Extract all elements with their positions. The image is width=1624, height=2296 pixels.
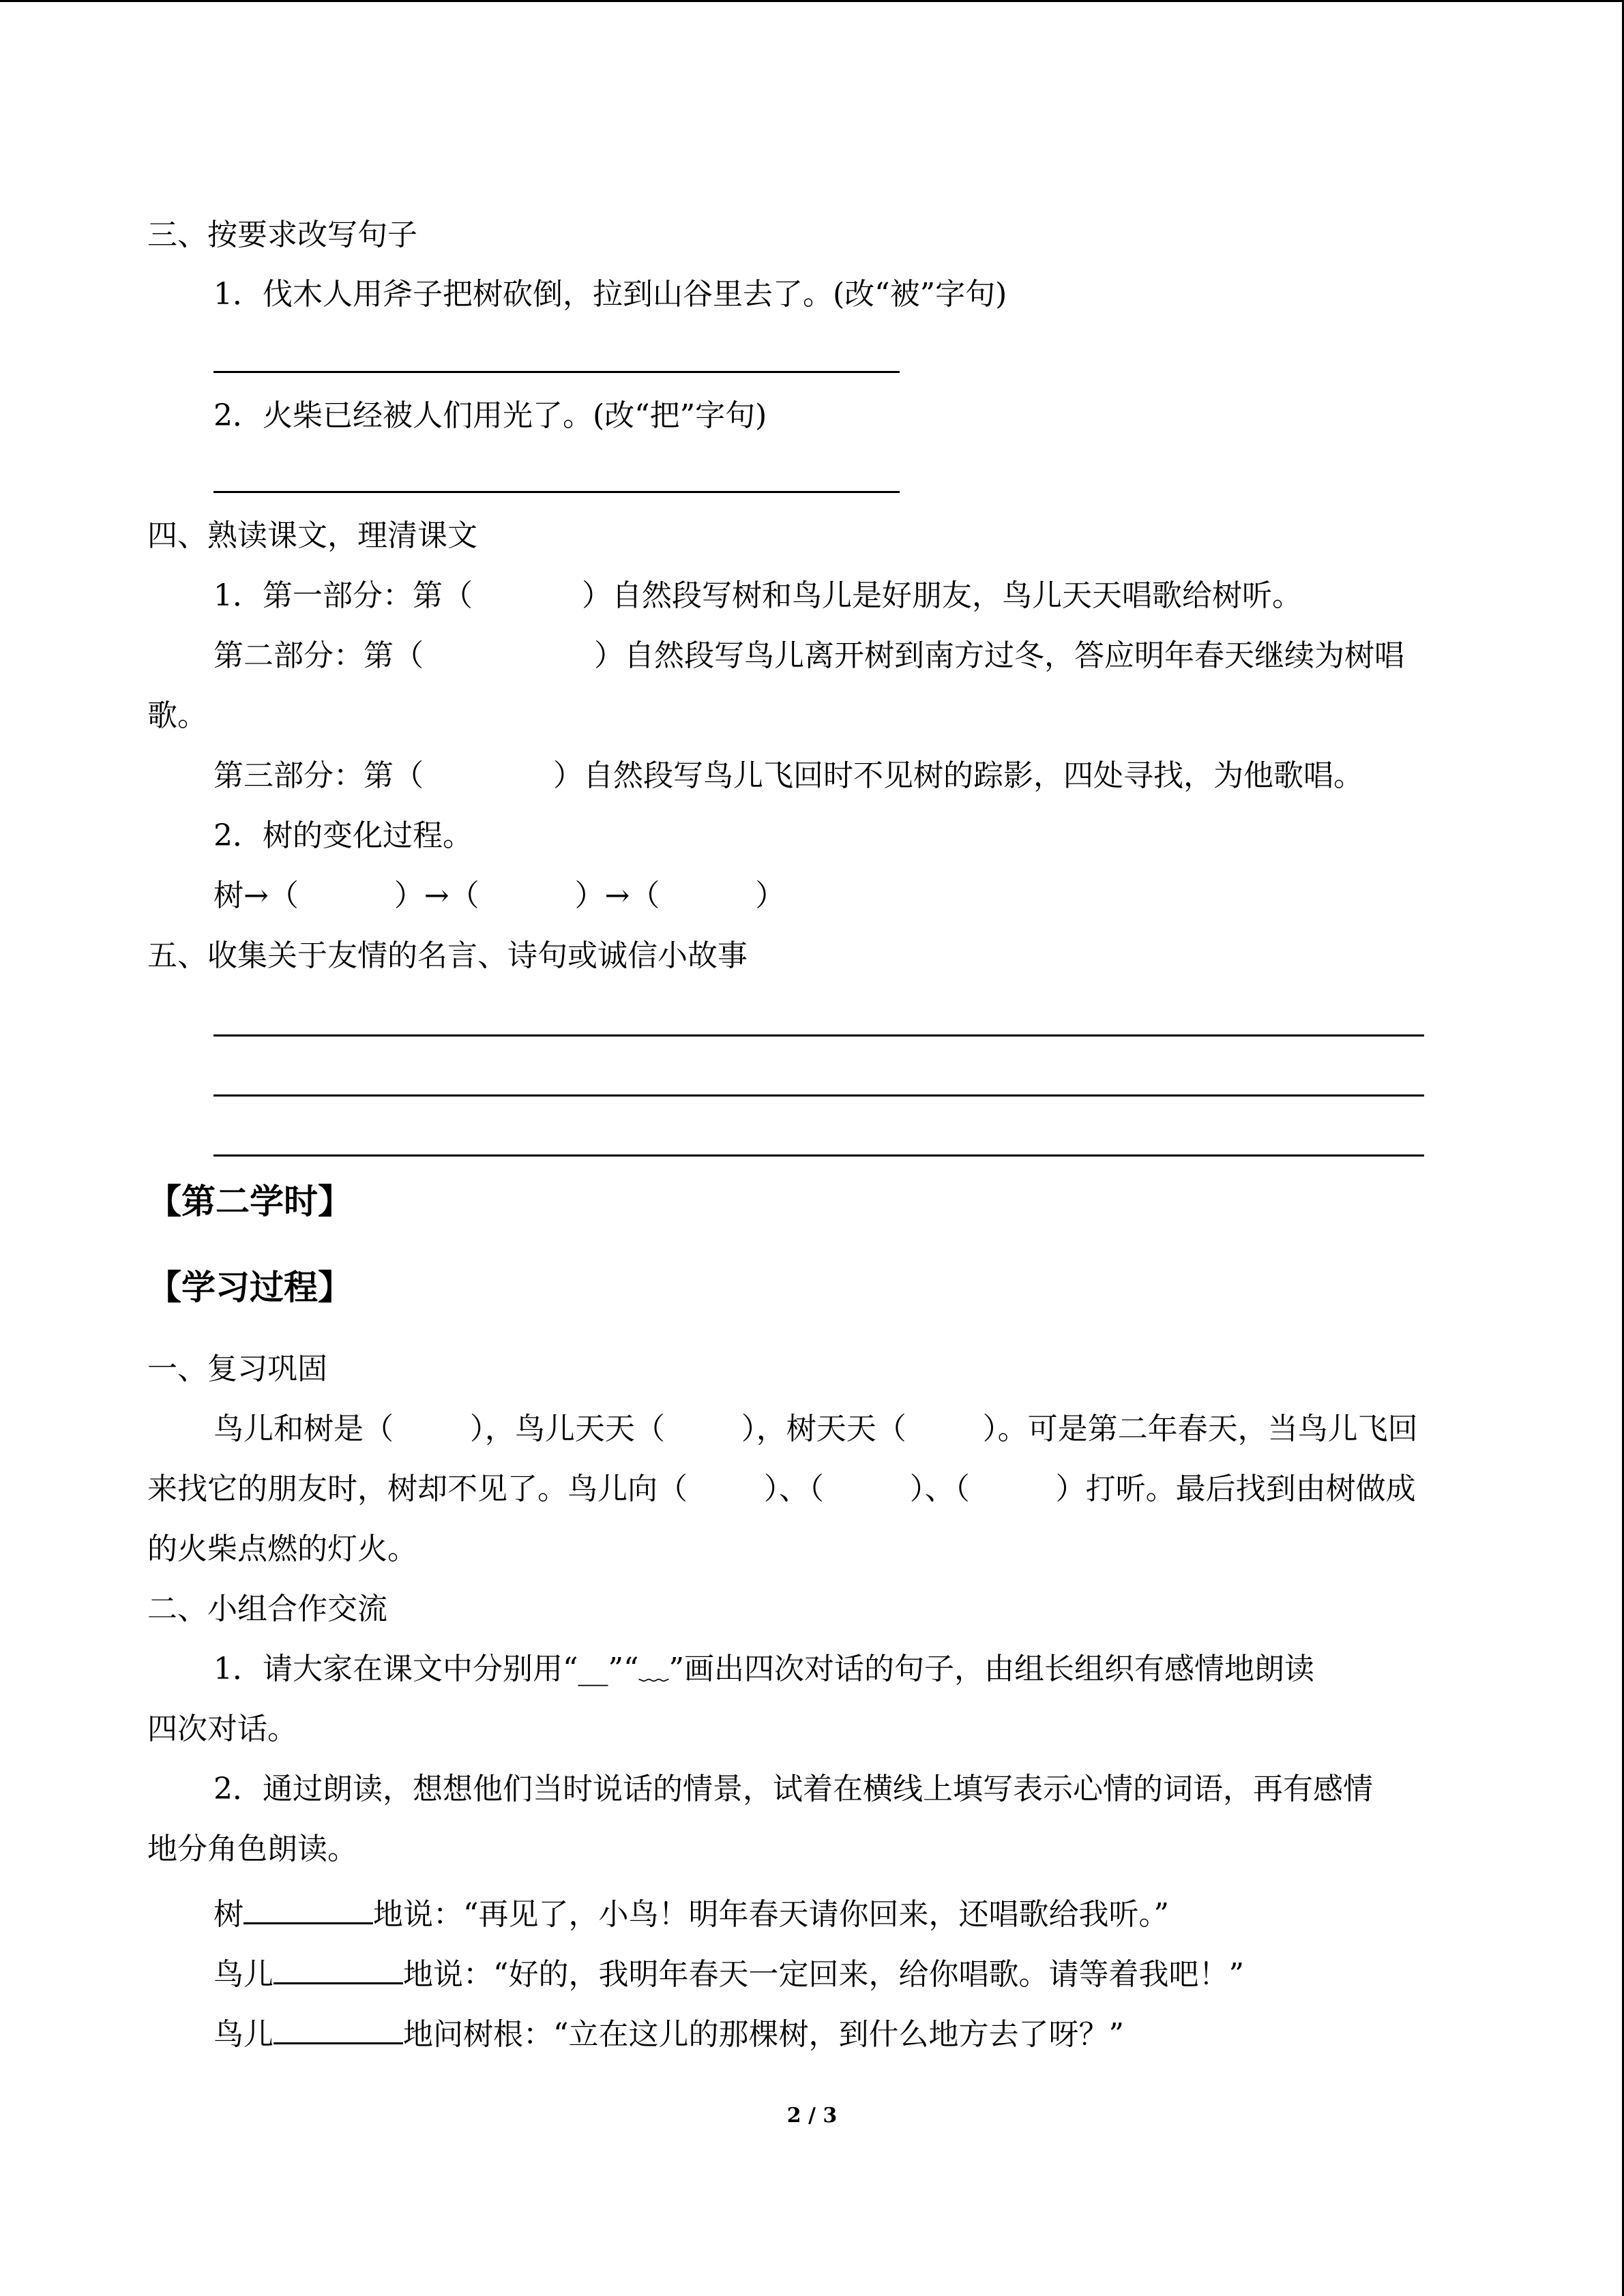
answer-line-3-2 xyxy=(213,491,900,493)
section-4-part-2-cont: 歌。 xyxy=(147,698,207,733)
dialogue-3-blank xyxy=(274,2011,403,2044)
section-4-part-2 xyxy=(213,638,1404,674)
part-2-suffix: ）自然段写鸟儿离开树到南方过冬，答应明年春天继续为树唱 xyxy=(594,638,1404,673)
dialogue-3-speaker: 鸟儿 xyxy=(213,2017,274,2052)
answer-line-5-2 xyxy=(213,1094,1424,1097)
review-line-3: 的火柴点燃的灯火。 xyxy=(147,1532,417,1566)
dialogue-2-blank xyxy=(274,1951,403,1984)
review-line-1: 鸟儿和树是（ ），鸟儿天天（ ），树天天（ ）。可是第二年春天，当鸟儿飞回 xyxy=(213,1412,1418,1446)
group-question-2-line-1: 2．通过朗读，想想他们当时说话的情景，试着在横线上填写表示心情的词语，再有感情 xyxy=(213,1772,1373,1806)
page-border-top xyxy=(0,0,1624,2)
answer-line-3-1 xyxy=(213,371,900,373)
section-3-question-1: 1．伐木人用斧子把树砍倒，拉到山谷里去了。(改“被”字句) xyxy=(213,277,1007,312)
dialogue-3-text: 地问树根：“立在这儿的那棵树，到什么地方去了呀？” xyxy=(403,2017,1124,2052)
dialogue-2-speaker: 鸟儿 xyxy=(213,1957,274,1992)
review-title: 一、复习巩固 xyxy=(147,1352,327,1386)
group-title: 二、小组合作交流 xyxy=(147,1592,387,1626)
section-4-part-3 xyxy=(213,758,1363,794)
part-2-prefix: 第二部分：第（ xyxy=(213,638,424,673)
lesson-2-heading: 【第二学时】 xyxy=(147,1182,352,1221)
section-4-question-2: 2．树的变化过程。 xyxy=(213,818,473,853)
dialogue-1-speaker: 树 xyxy=(213,1897,243,1932)
group-question-1-line-2: 四次对话。 xyxy=(147,1712,297,1746)
dialogue-3 xyxy=(213,2011,1124,2053)
section-4-part-1 xyxy=(213,578,1302,614)
part-1-suffix: ）自然段写树和鸟儿是好朋友，鸟儿天天唱歌给树听。 xyxy=(582,578,1302,613)
group-question-2-line-2: 地分角色朗读。 xyxy=(147,1832,357,1866)
part-3-prefix: 第三部分：第（ xyxy=(213,758,424,793)
group-question-1-line-1: 1．请大家在课文中分别用“__”“﹏”画出四次对话的句子，由组长组织有感情地朗读 xyxy=(213,1652,1314,1686)
dialogue-2-text: 地说：“好的，我明年春天一定回来，给你唱歌。请等着我吧！” xyxy=(403,1957,1244,1992)
learning-process-heading: 【学习过程】 xyxy=(147,1268,352,1307)
section-3-title: 三、按要求改写句子 xyxy=(147,218,417,252)
dialogue-1 xyxy=(213,1891,1169,1933)
part-1-prefix: 1．第一部分：第（ xyxy=(213,578,473,613)
dialogue-2 xyxy=(213,1951,1244,1993)
section-3-question-2: 2．火柴已经被人们用光了。(改“把”字句) xyxy=(213,398,767,433)
answer-line-5-3 xyxy=(213,1154,1424,1157)
dialogue-1-blank xyxy=(243,1891,373,1924)
answer-line-5-1 xyxy=(213,1034,1424,1037)
part-3-suffix: ）自然段写鸟儿飞回时不见树的踪影，四处寻找，为他歌唱。 xyxy=(553,758,1363,793)
section-4-title: 四、熟读课文，理清课文 xyxy=(147,518,477,553)
dialogue-1-text: 地说：“再见了，小鸟！明年春天请你回来，还唱歌给我听。” xyxy=(373,1897,1169,1932)
section-5-title: 五、收集关于友情的名言、诗句或诚信小故事 xyxy=(147,938,748,973)
tree-change-chain: 树→（ ）→（ ）→（ ） xyxy=(213,878,786,913)
page-number: 2 / 3 xyxy=(786,2104,838,2128)
review-line-2: 来找它的朋友时，树却不见了。鸟儿向（ ）、（ ）、（ ）打听。最后找到由树做成 xyxy=(147,1472,1416,1506)
